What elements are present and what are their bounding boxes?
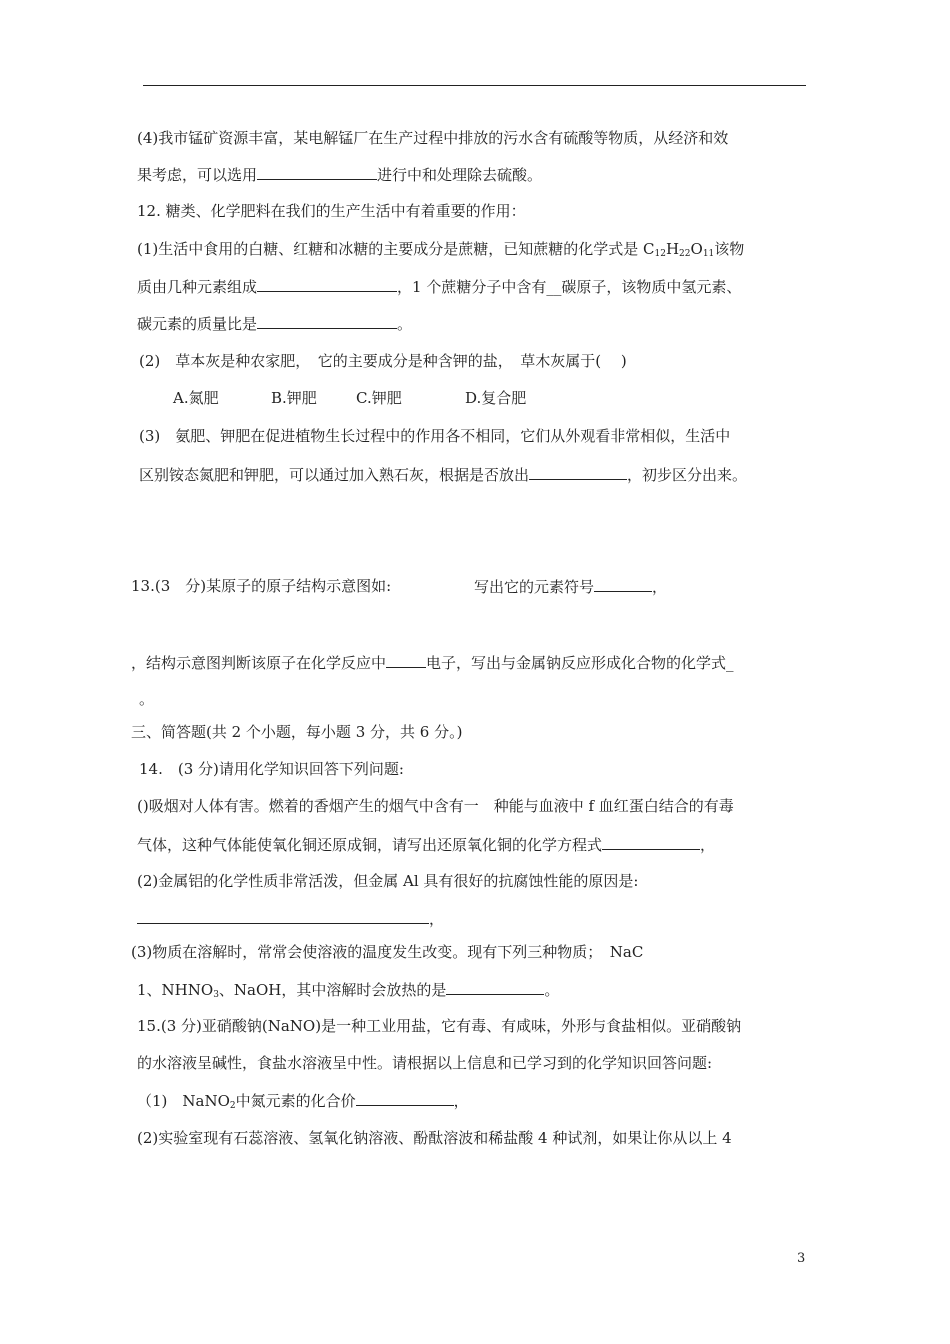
q12-3-text-end: ，初步区分出来。 — [627, 466, 748, 484]
q12-title: 12. 糖类、化学肥料在我们的生产生活中有着重要的作用： — [137, 202, 526, 220]
option-d: D.复合肥 — [465, 389, 527, 407]
q11-4-text-end: 进行中和处理除去硫酸。 — [377, 166, 543, 184]
answer-blank[interactable] — [594, 576, 652, 592]
q11-4-line-1: (4)我市锰矿资源丰富，某电解锰厂在生产过程中排放的污水含有硫酸等物质，从经济和效 — [137, 129, 729, 147]
subscript: 3 — [213, 990, 219, 1000]
answer-blank[interactable] — [137, 908, 429, 924]
q12-1-text-end: ，1 个蔗糖分子中含有__碳原子，该物质中氢元素、 — [397, 278, 742, 296]
subscript: 12 — [654, 249, 666, 259]
q12-1-text: (1)生活中食用的白糖、红糖和冰糖的主要成分是蔗糖，已知蔗糖的化学式是 C — [137, 240, 655, 258]
answer-blank[interactable] — [602, 834, 700, 850]
q14-3-line-2 — [137, 979, 559, 1005]
q14-3-text: 、NaOH，其中溶解时会放热的是 — [218, 981, 447, 999]
q13-line-1b — [474, 576, 667, 597]
q15-1 — [137, 1090, 469, 1116]
q14-1-text: 气体，这种气体能使氧化铜还原成铜，请写出还原氧化铜的化学方程式 — [137, 836, 603, 854]
answer-blank[interactable] — [386, 652, 426, 668]
q13-text: 写出它的元素符号 — [474, 578, 595, 596]
q14-title: 14. (3 分)请用化学知识回答下列问题: — [139, 760, 404, 778]
q14-2-answer — [137, 908, 444, 929]
formula-o: O — [690, 240, 703, 258]
q13-text-end: ， — [652, 578, 668, 596]
header-rule — [143, 85, 806, 86]
q13-line-1a: 13.(3 分)某原子的原子结构示意图如: — [131, 577, 392, 595]
q12-3-line-2 — [139, 464, 747, 485]
q13-line-2 — [131, 652, 734, 673]
option-c: C.钾肥 — [356, 389, 402, 407]
q12-1-text-end: 该物 — [714, 240, 745, 258]
subscript: 11 — [702, 249, 715, 259]
answer-blank[interactable] — [257, 164, 377, 180]
q12-1-line-2 — [137, 276, 741, 297]
q12-1-text: 碳元素的质量比是 — [137, 315, 258, 333]
q12-1-line-1 — [137, 239, 744, 264]
q15-line-1: 15.(3 分)亚硝酸钠(NaNO)是一种工业用盐，它有毒、有咸味，外形与食盐相似。亚硝酸钠 — [137, 1017, 742, 1035]
q15-1-text: 中氮元素的化合价 — [235, 1092, 356, 1110]
q14-1-line-2 — [137, 834, 715, 855]
q14-3-text: 1、NHNO — [137, 981, 214, 999]
q14-1-line-1: ()吸烟对人体有害。燃着的香烟产生的烟气中含有一 种能与血液中 f 血红蛋白结合的有毒 — [137, 797, 734, 815]
answer-blank[interactable] — [356, 1090, 454, 1106]
q12-1-text: 质由几种元素组成 — [137, 278, 258, 296]
option-b: B.钾肥 — [271, 389, 317, 407]
q15-1-text-end: ， — [453, 1092, 469, 1110]
q13-text: ，结构示意图判断该原子在化学反应中 — [131, 654, 387, 672]
q15-line-2: 的水溶液呈碱性，食盐水溶液呈中性。请根据以上信息和已学习到的化学知识回答问题: — [137, 1054, 713, 1072]
q11-4-text: 果考虑，可以选用 — [137, 166, 258, 184]
q12-1-text-end: 。 — [397, 315, 413, 333]
q14-2-text-end: ， — [429, 910, 445, 928]
q15-2: (2)实验室现有石蕊溶液、氢氧化钠溶液、酚酞溶波和稀盐酸 4 种试剂，如果让你从以上 4 — [137, 1129, 732, 1147]
subscript: 2 — [229, 1101, 236, 1111]
page-number: 3 — [797, 1251, 806, 1266]
section-heading: 三、简答题(共 2 个小题，每小题 3 分，共 6 分。) — [131, 723, 463, 741]
q13-text-end: 电子，写出与金属钠反应形成化合物的化学式_ — [426, 654, 734, 672]
q12-3-text: 区别铵态氮肥和钾肥，可以通过加入熟石灰，根据是否放出 — [139, 466, 530, 484]
answer-blank[interactable] — [446, 979, 544, 995]
answer-blank[interactable] — [257, 276, 397, 292]
q15-1-text: （1) NaNO — [137, 1092, 230, 1110]
q12-2: (2) 草本灰是种农家肥， 它的主要成分是种含钾的盐， 草木灰属于( ) — [139, 352, 627, 370]
q14-1-text-end: ， — [700, 836, 716, 854]
q12-1-line-3 — [137, 313, 412, 334]
answer-blank[interactable] — [257, 313, 397, 329]
formula-h: H — [665, 240, 680, 258]
q14-3-text-end: 。 — [544, 981, 560, 999]
q14-3-line-1: (3)物质在溶解时，常常会使溶液的温度发生改变。现有下列三种物质； NaC — [131, 943, 644, 961]
option-a: A.氮肥 — [173, 389, 219, 407]
q13-line-3: 。 — [139, 690, 155, 708]
subscript: 22 — [679, 249, 691, 259]
q11-4-line-2 — [137, 164, 542, 185]
q12-3-line-1: (3) 氨肥、钾肥在促进植物生长过程中的作用各不相同，它们从外观看非常相似，生活中 — [139, 427, 731, 445]
q14-2: (2)金属铝的化学性质非常活泼，但金属 Al 具有很好的抗腐蚀性能的原因是: — [137, 872, 639, 890]
answer-blank[interactable] — [529, 464, 627, 480]
